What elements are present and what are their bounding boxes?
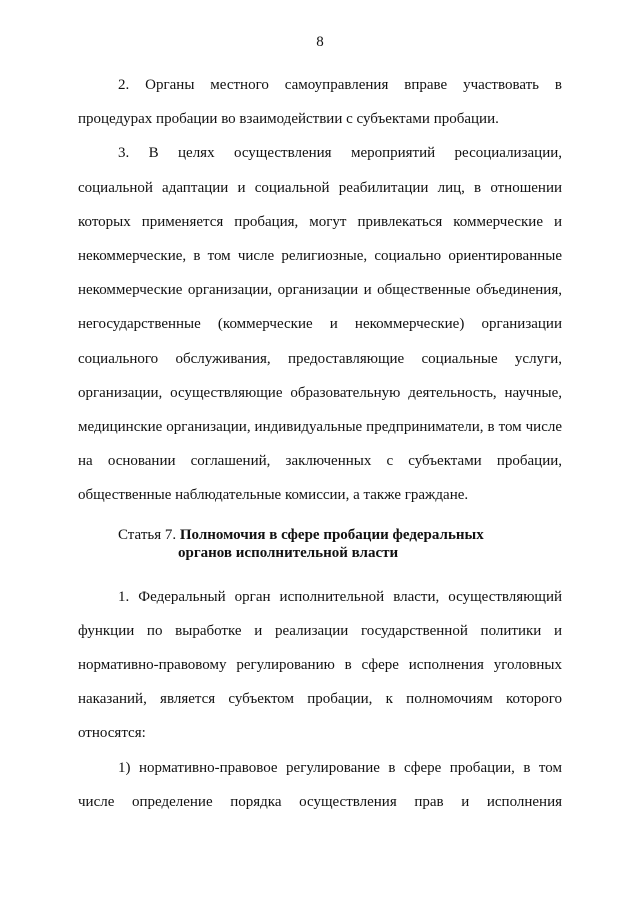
paragraph-2: 2. Органы местного самоуправления вправе участвовать в процедурах пробации во взаимодействии с субъектами пробации. <box>78 77 562 128</box>
document-body <box>78 68 562 819</box>
article-heading <box>78 526 562 562</box>
article-paragraph-1: 1. Федеральный орган исполнительной власти, осуществляющий функции по выработке и реализации государственной политики и нормативно-правовому регулированию в сфере исполнения уголовных наказаний, является субъектом пробации, к полномочиям которого относятся: <box>78 588 562 742</box>
article-label: Статья 7. <box>118 526 177 543</box>
paragraph-3: 3. В целях осуществления мероприятий ресоциализации, социальной адаптации и социальной реабилитации лиц, в отношении которых применяется пробация, могут привлекаться коммерческие и некоммерческие, в том числе религиозные, социально ориентированные некоммерческие организации, организации и общественные объединения, негосударственные (коммерческие и некоммерческие) организации социального обслуживания, предоставляющие социальные услуги, организации, осуществляющие образовательную деятельность, научные, медицинские организации, индивидуальные предприниматели, в том числе на основании соглашений, заключенных с субъектами пробации, общественные наблюдательные комиссии, а также граждане. <box>78 145 562 504</box>
article-title-line1: Полномочия в сфере пробации федеральных <box>179 526 484 543</box>
article-title-line2: органов исполнительной власти <box>178 544 399 561</box>
page-number: 8 <box>316 34 324 50</box>
article-item-1: 1) нормативно-правовое регулирование в сфере пробации, в том числе определение порядка осуществления прав и исполнения <box>78 759 562 810</box>
